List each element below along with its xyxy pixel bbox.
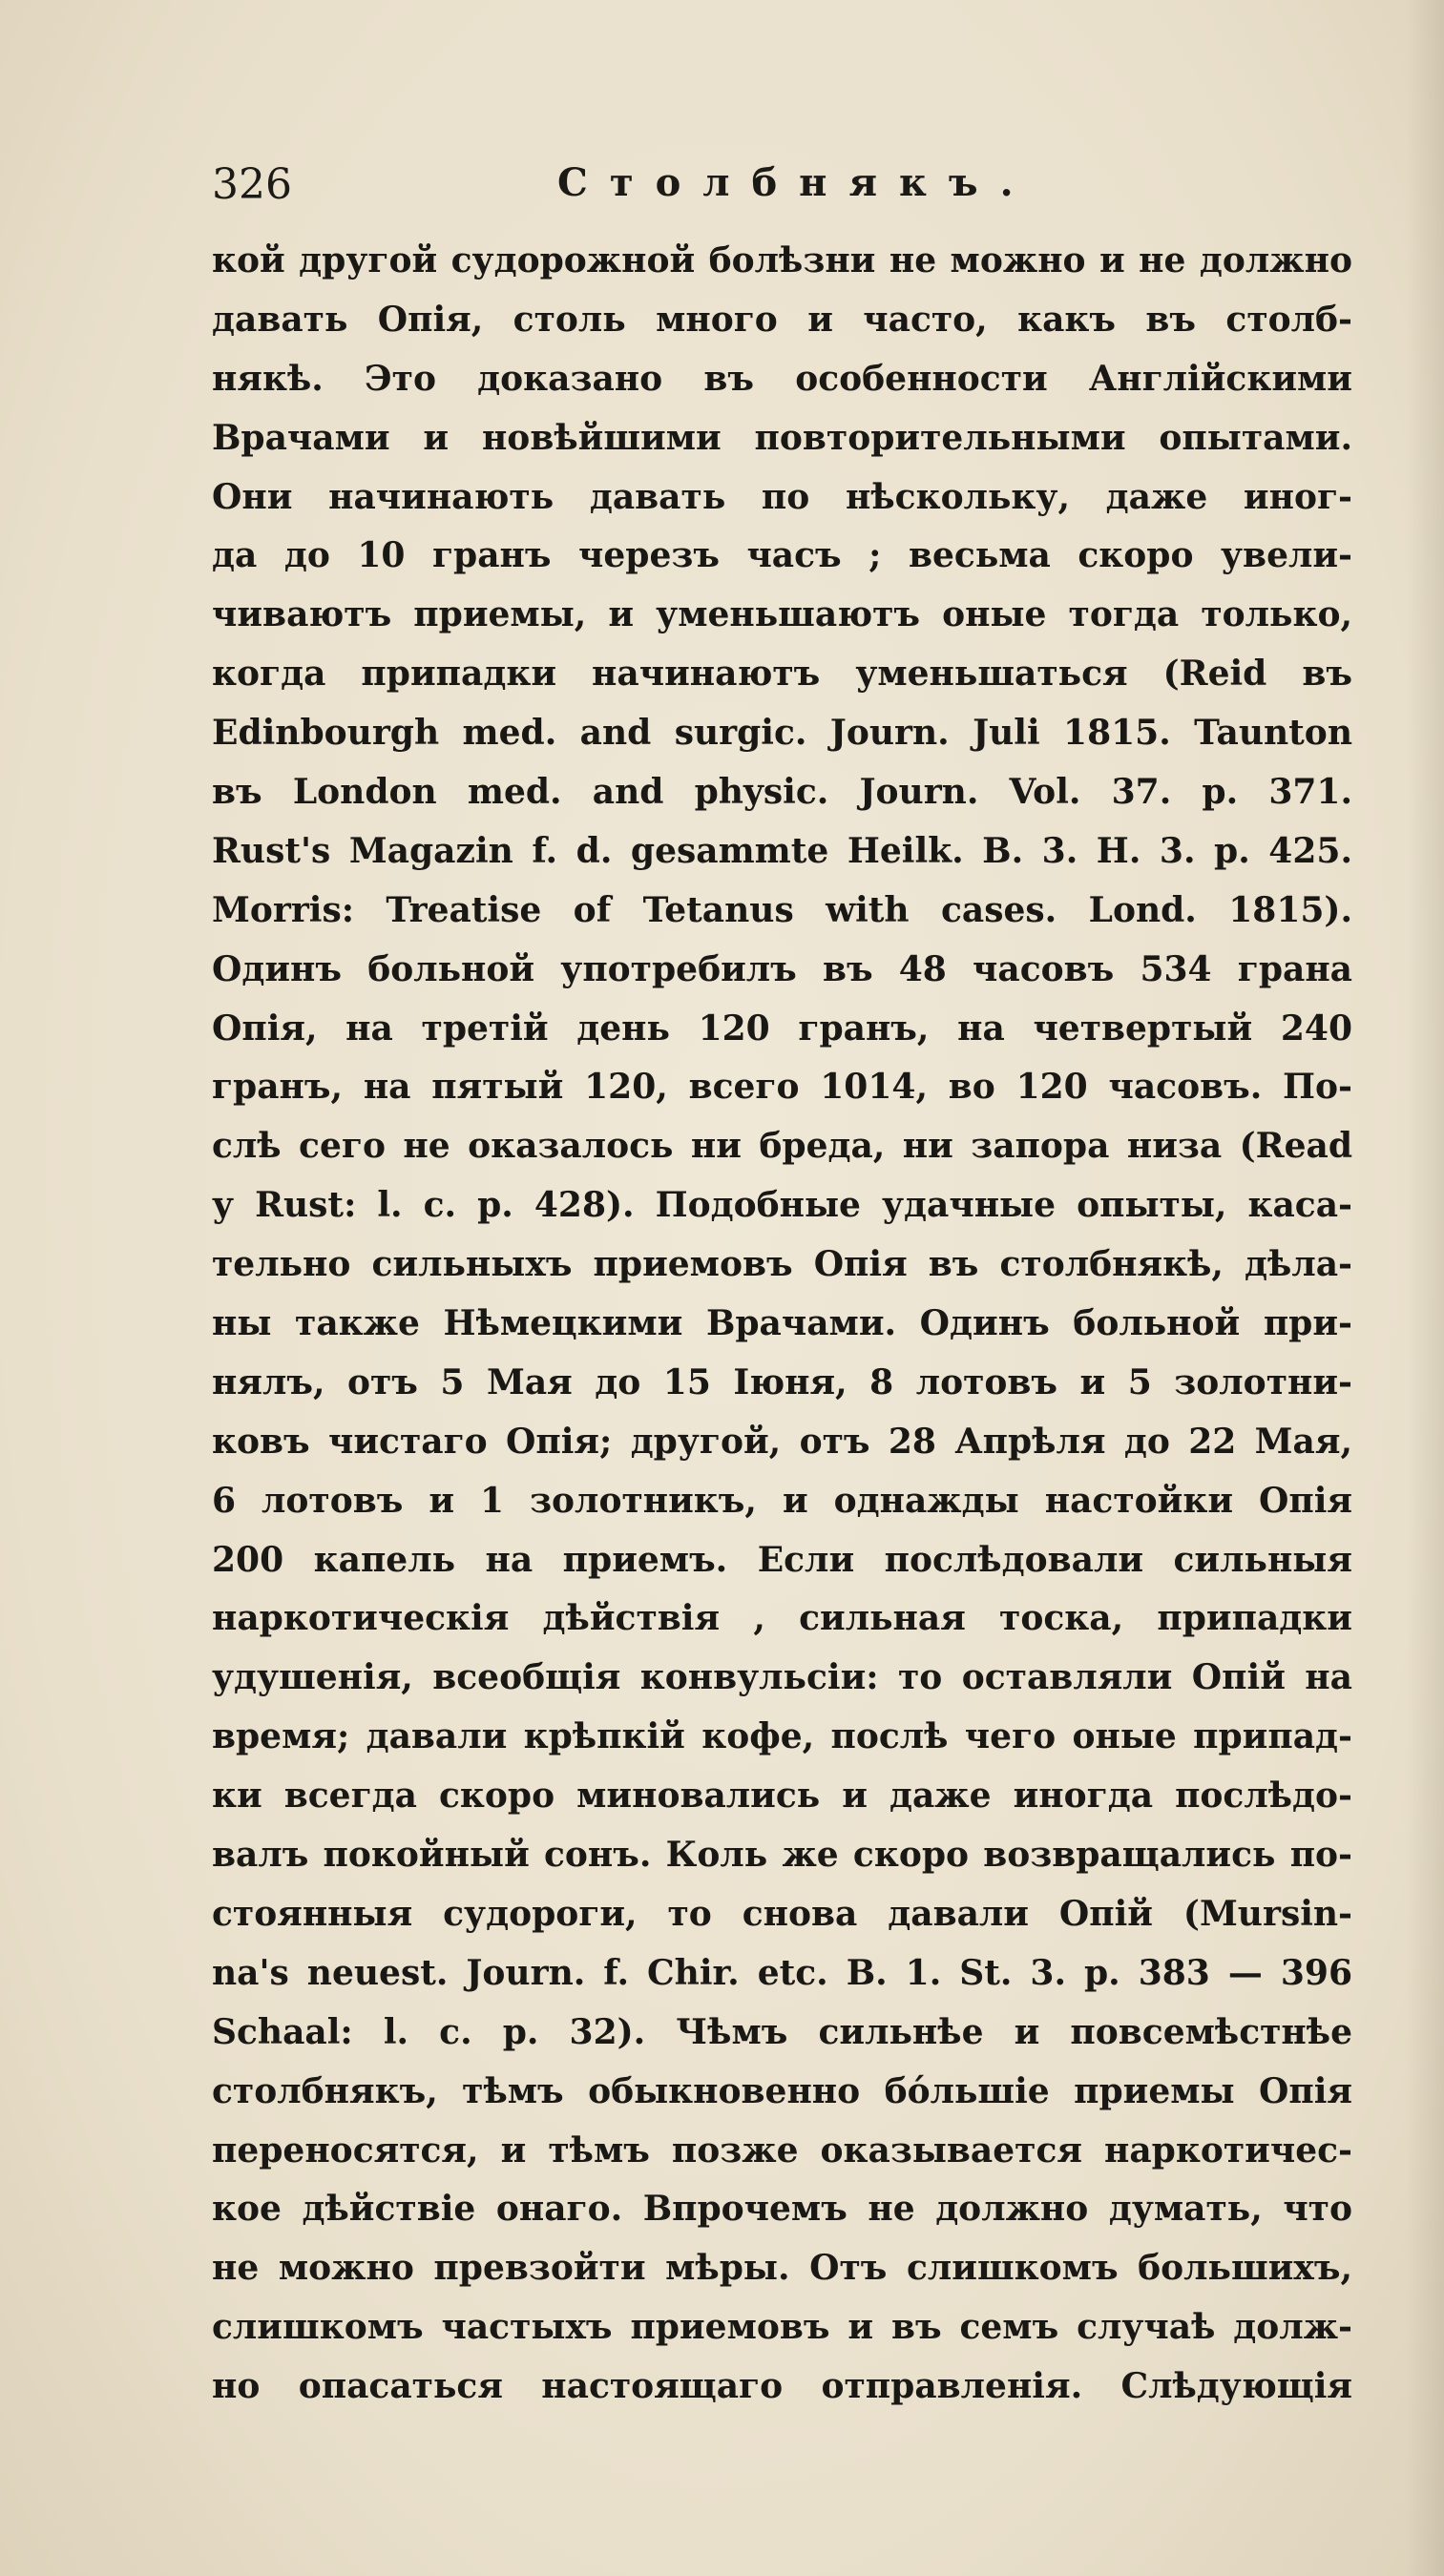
text-line: но опасаться настоящаго отправленія. Слѣдующія: [212, 2366, 1352, 2407]
text-line: наркотическія дѣйствія , сильная тоска, припадки: [212, 1598, 1352, 1639]
text-line: na's neuest. Journ. f. Chir. etc. B. 1. St. 3. p. 383 — 396: [212, 1952, 1352, 1993]
text-line: 200 капель на приемъ. Если послѣдовали сильныя: [212, 1539, 1352, 1580]
text-line: Schaal: l. c. p. 32). Чѣмъ сильнѣе и повсемѣстнѣе: [212, 2011, 1352, 2052]
text-line: у Rust: l. c. p. 428). Подобные удачные опыты, каса-: [212, 1185, 1352, 1226]
text-line: Одинъ больной употребилъ въ 48 часовъ 534 грана: [212, 948, 1352, 989]
text-line: нялъ, отъ 5 Мая до 15 Іюня, 8 лотовъ и 5 золотни-: [212, 1361, 1352, 1402]
text-line: слѣ сего не оказалось ни бреда, ни запора низа (Read: [212, 1126, 1352, 1167]
text-line: ны также Нѣмецкими Врачами. Одинъ больной при-: [212, 1303, 1352, 1344]
text-line: 6 лотовъ и 1 золотникъ, и однажды настойки Опія: [212, 1480, 1352, 1521]
text-line: когда припадки начинаютъ уменьшаться (Reid въ: [212, 654, 1352, 695]
page-header: [212, 160, 1319, 218]
text-line: кое дѣйствіе онаго. Впрочемъ не должно думать, что: [212, 2189, 1352, 2230]
text-line: тельно сильныхъ приемовъ Опія въ столбнякѣ, дѣла-: [212, 1244, 1352, 1285]
text-line: давать Опія, столь много и часто, какъ въ столб-: [212, 299, 1352, 340]
page-number: 326: [212, 160, 292, 209]
text-line: въ London med. and physic. Journ. Vol. 37. p. 371.: [212, 772, 1352, 813]
text-line: столбнякъ, тѣмъ обыкновенно бόльшіе приемы Опія: [212, 2070, 1352, 2111]
text-line: не можно превзойти мѣры. Отъ слишкомъ большихъ,: [212, 2248, 1352, 2289]
text-line: Rust's Magazin f. d. gesammte Heilk. B. 3. H. 3. p. 425.: [212, 830, 1352, 871]
text-line: Edinbourgh med. and surgic. Journ. Juli 1815. Taunton: [212, 713, 1352, 754]
text-line: удушенія, всеобщія конвульсіи: то оставляли Опій на: [212, 1657, 1352, 1698]
text-line: гранъ, на пятый 120, всего 1014, во 120 часовъ. По-: [212, 1067, 1352, 1108]
text-line: время; давали крѣпкій кофе, послѣ чего оные припад-: [212, 1716, 1352, 1757]
text-line: Они начинають давать по нѣскольку, даже иног-: [212, 476, 1352, 517]
running-head: Столбнякъ.: [557, 160, 1036, 205]
text-line: Опія, на третій день 120 гранъ, на четвертый 240: [212, 1008, 1352, 1049]
text-line: чиваютъ приемы, и уменьшаютъ оные тогда только,: [212, 594, 1352, 635]
text-line: Врачами и новѣйшими повторительными опытами.: [212, 417, 1352, 458]
page-edge-shadow: [1406, 0, 1444, 2576]
text-line: ковъ чистаго Опія; другой, отъ 28 Апрѣля до 22 Мая,: [212, 1421, 1352, 1462]
text-line: слишкомъ частыхъ приемовъ и въ семъ случаѣ долж-: [212, 2307, 1352, 2348]
text-line: кой другой судорожной болѣзни не можно и не должно: [212, 240, 1352, 280]
text-line: валъ покойный сонъ. Коль же скоро возвращались по-: [212, 1835, 1352, 1876]
text-line: някѣ. Это доказано въ особенности Англійскими: [212, 358, 1352, 399]
text-line: стоянныя судороги, то снова давали Опій (Mursin-: [212, 1893, 1352, 1934]
body-text: [212, 232, 1352, 2417]
text-line: ки всегда скоро миновались и даже иногда послѣдо-: [212, 1776, 1352, 1817]
text-line: переносятся, и тѣмъ позже оказывается наркотичес-: [212, 2129, 1352, 2171]
text-line: Morris: Treatise of Tetanus with cases. Lond. 1815).: [212, 889, 1352, 930]
text-line: да до 10 гранъ черезъ часъ ; весьма скоро увели-: [212, 535, 1352, 576]
